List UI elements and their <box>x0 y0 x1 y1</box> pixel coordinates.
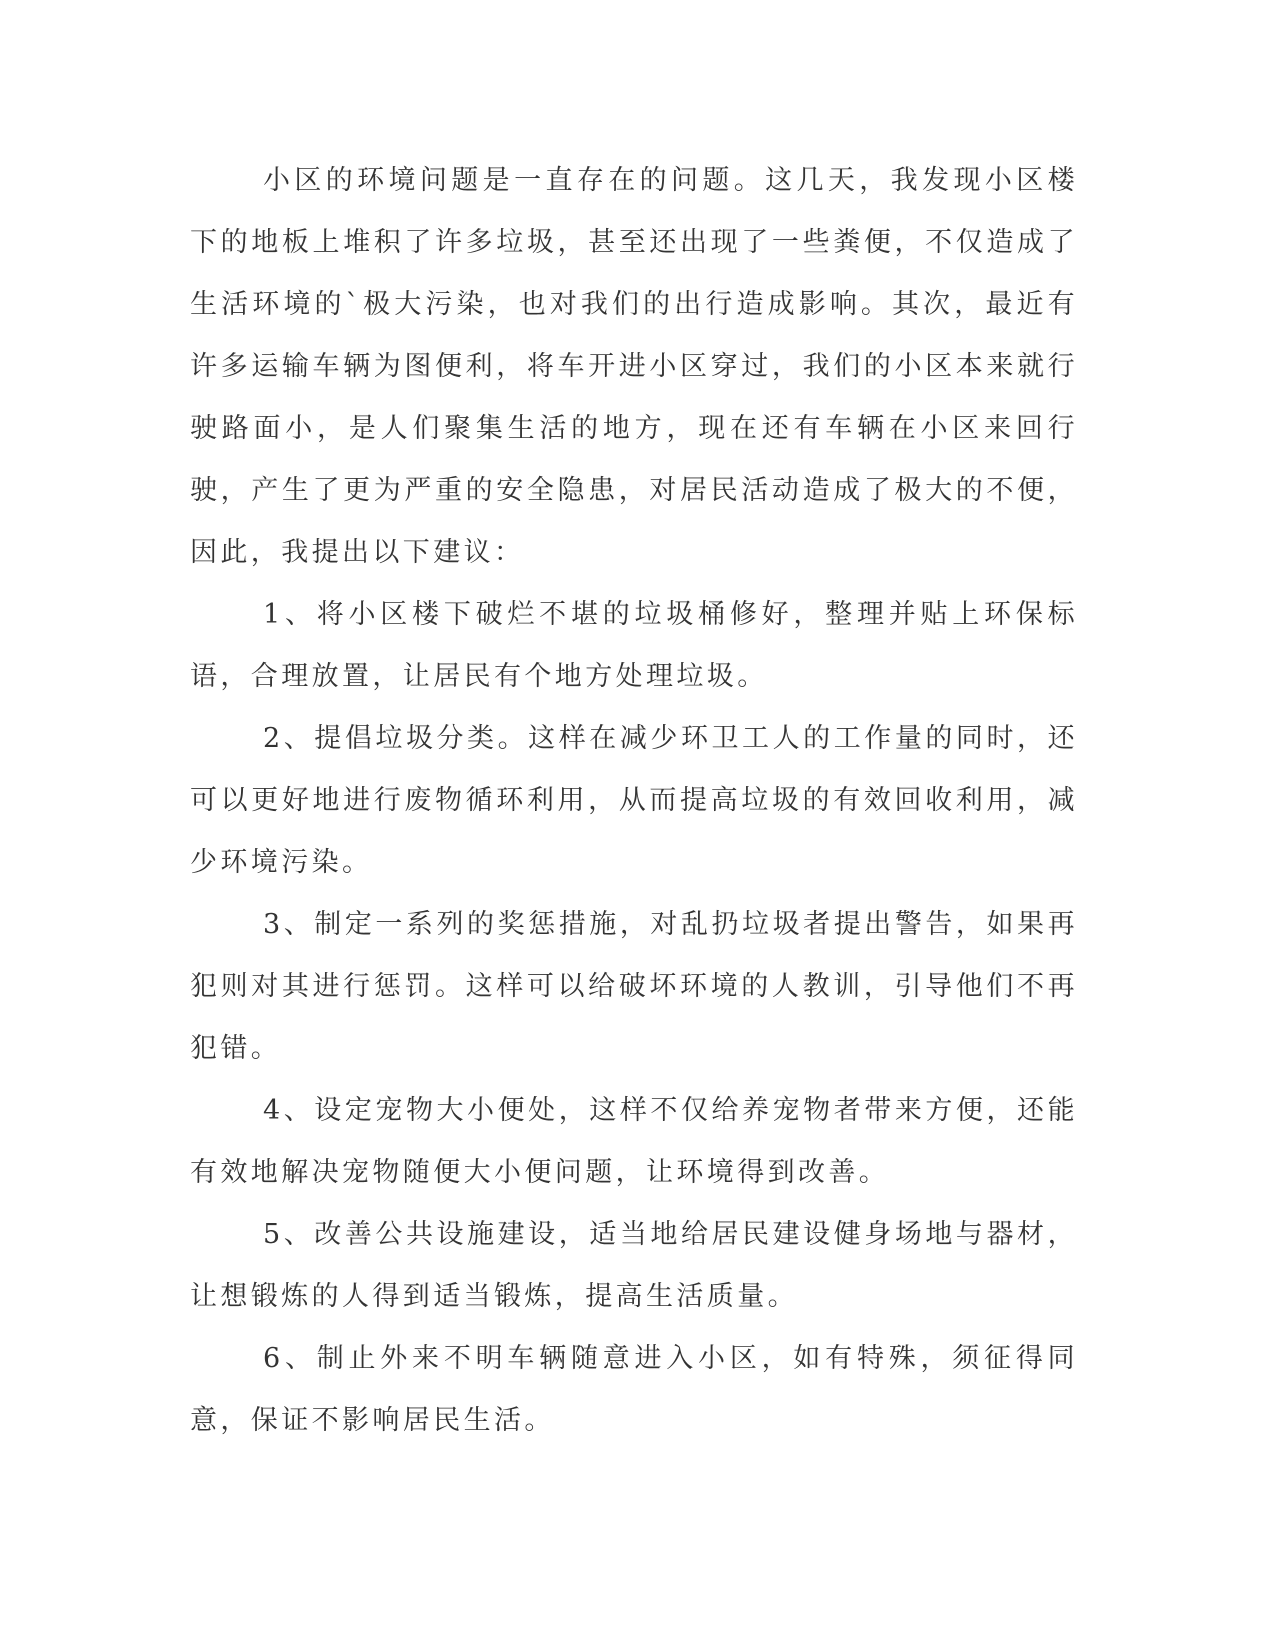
suggestion-1-paragraph: 1、将小区楼下破烂不堪的垃圾桶修好，整理并贴上环保标语，合理放置，让居民有个地方处理垃圾。 <box>190 599 1078 692</box>
suggestion-6-paragraph: 6、制止外来不明车辆随意进入小区，如有特殊，须征得同意，保证不影响居民生活。 <box>190 1343 1078 1436</box>
suggestion-4-paragraph: 4、设定宠物大小便处，这样不仅给养宠物者带来方便，还能有效地解决宠物随便大小便问题，让环境得到改善。 <box>190 1095 1078 1188</box>
suggestion-5-paragraph: 5、改善公共设施建设，适当地给居民建设健身场地与器材，让想锻炼的人得到适当锻炼，提高生活质量。 <box>190 1219 1078 1312</box>
intro-paragraph: 小区的环境问题是一直存在的问题。这几天，我发现小区楼下的地板上堆积了许多垃圾，甚至还出现了一些粪便，不仅造成了生活环境的`极大污染，也对我们的出行造成影响。其次，最近有许多运输车辆为图便利，将车开进小区穿过，我们的小区本来就行驶路面小，是人们聚集生活的地方，现在还有车辆在小区来回行驶，产生了更为严重的安全隐患，对居民活动造成了极大的不便，因此，我提出以下建议： <box>190 165 1078 568</box>
suggestion-3-paragraph: 3、制定一系列的奖惩措施，对乱扔垃圾者提出警告，如果再犯则对其进行惩罚。这样可以给破坏环境的人教训，引导他们不再犯错。 <box>190 909 1078 1064</box>
suggestion-2-paragraph: 2、提倡垃圾分类。这样在减少环卫工人的工作量的同时，还可以更好地进行废物循环利用，从而提高垃圾的有效回收利用，减少环境污染。 <box>190 723 1078 878</box>
document-body <box>190 150 1078 1452</box>
